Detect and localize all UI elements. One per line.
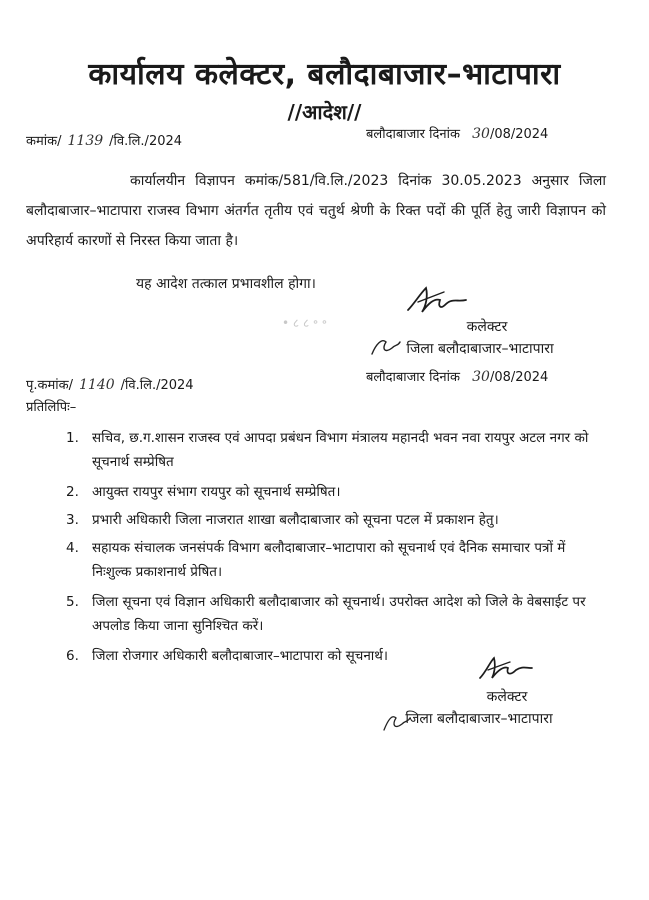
list-item-number: 1. [66, 430, 79, 446]
order-date-day: 30 [472, 126, 490, 142]
list-item-text: आयुक्त रायपुर संभाग रायपुर को सूचनार्थ सम्प्रेषित। [92, 484, 341, 500]
faint-stamp-mark: • ८ ८ ॰ ॰ [282, 316, 328, 330]
copy-number [26, 375, 194, 393]
list-item [66, 508, 602, 532]
effective-statement: यह आदेश तत्काल प्रभावशील होगा। [136, 276, 316, 292]
order-number-value: 1139 [67, 133, 104, 149]
order-date [366, 124, 548, 142]
order-paragraph: कार्यालयीन विज्ञापन कमांक/581/वि.लि./2023 दिनांक 30.05.2023 अनुसार जिला बलौदाबाजार–भाटापारा राजस्व विभाग अंतर्गत तृतीय एवं चतुर्थ श्रेणी के रिक्त पदों की पूर्ति हेतु जारी विज्ञापन को अपरिहार्य कारणों से निरस्त किया जाता है। [26, 173, 606, 249]
list-item-text: जिला सूचना एवं विज्ञान अधिकारी बलौदाबाजार को सूचनार्थ। उपरोक्त आदेश को जिले के वेबसाईट पर अपलोड किया जाना सुनिश्चित करें। [92, 594, 586, 634]
list-item-text: सहायक संचालक जनसंपर्क विभाग बलौदाबाजार–भाटापारा को सूचनार्थ एवं दैनिक समाचार पत्रों में निःशुल्क प्रकाशनार्थ प्रेषित। [92, 540, 566, 580]
copy-date-day: 30 [472, 369, 490, 385]
initials-mark [368, 334, 404, 360]
copy-place-date-label: बलौदाबाजार दिनांक [366, 370, 460, 385]
list-item-text: जिला रोजगार अधिकारी बलौदाबाजार–भाटापारा को सूचनार्थ। [92, 648, 389, 664]
signature-2-district: जिला बलौदाबाजार–भाटापारा [405, 711, 553, 727]
signature-1-designation: कलेक्टर [466, 319, 508, 335]
office-title: कार्यालय कलेक्टर, बलौदाबाजार–भाटापारा [88, 57, 561, 92]
list-item [66, 590, 602, 638]
list-item-text: प्रभारी अधिकारी जिला नाजरात शाखा बलौदाबाजार को सूचना पटल में प्रकाशन हेतु। [92, 512, 499, 528]
list-item [66, 536, 602, 584]
copy-number-value: 1140 [79, 377, 115, 393]
list-item-number: 5. [66, 594, 79, 610]
list-item-number: 3. [66, 512, 79, 528]
list-item-number: 6. [66, 648, 79, 664]
signature-1-district: जिला बलौदाबाजार–भाटापारा [406, 341, 554, 357]
copy-number-label: पृ.कमांक/ [26, 378, 74, 393]
copy-label: प्रतिलिपिः– [26, 400, 77, 415]
list-item [66, 480, 602, 504]
list-item [66, 426, 602, 474]
collector-signature-2 [476, 654, 536, 684]
order-heading: //आदेश// [287, 100, 362, 124]
signature-2-designation: कलेक्टर [486, 689, 528, 705]
signature-block-1 [380, 316, 580, 360]
order-date-rest: /08/2024 [489, 127, 549, 142]
order-dept-code: /वि.लि./2024 [109, 134, 183, 149]
copy-dept-code: /वि.लि./2024 [120, 378, 194, 393]
distribution-list [66, 426, 602, 668]
copy-date [366, 367, 548, 385]
list-item-text: सचिव, छ.ग.शासन राजस्व एवं आपदा प्रबंधन विभाग मंत्रालय महानदी भवन नवा रायपुर अटल नगर को सूचनार्थ सम्प्रेषित [92, 430, 589, 470]
order-number [26, 131, 182, 149]
order-number-label: कमांक/ [26, 134, 62, 149]
order-place-date-label: बलौदाबाजार दिनांक [366, 127, 460, 142]
signature-block-2 [384, 686, 574, 730]
copy-date-rest: /08/2024 [489, 370, 549, 385]
list-item-number: 4. [66, 540, 79, 556]
initials-mark-2 [380, 710, 412, 736]
list-item-number: 2. [66, 484, 79, 500]
collector-signature [404, 284, 474, 318]
